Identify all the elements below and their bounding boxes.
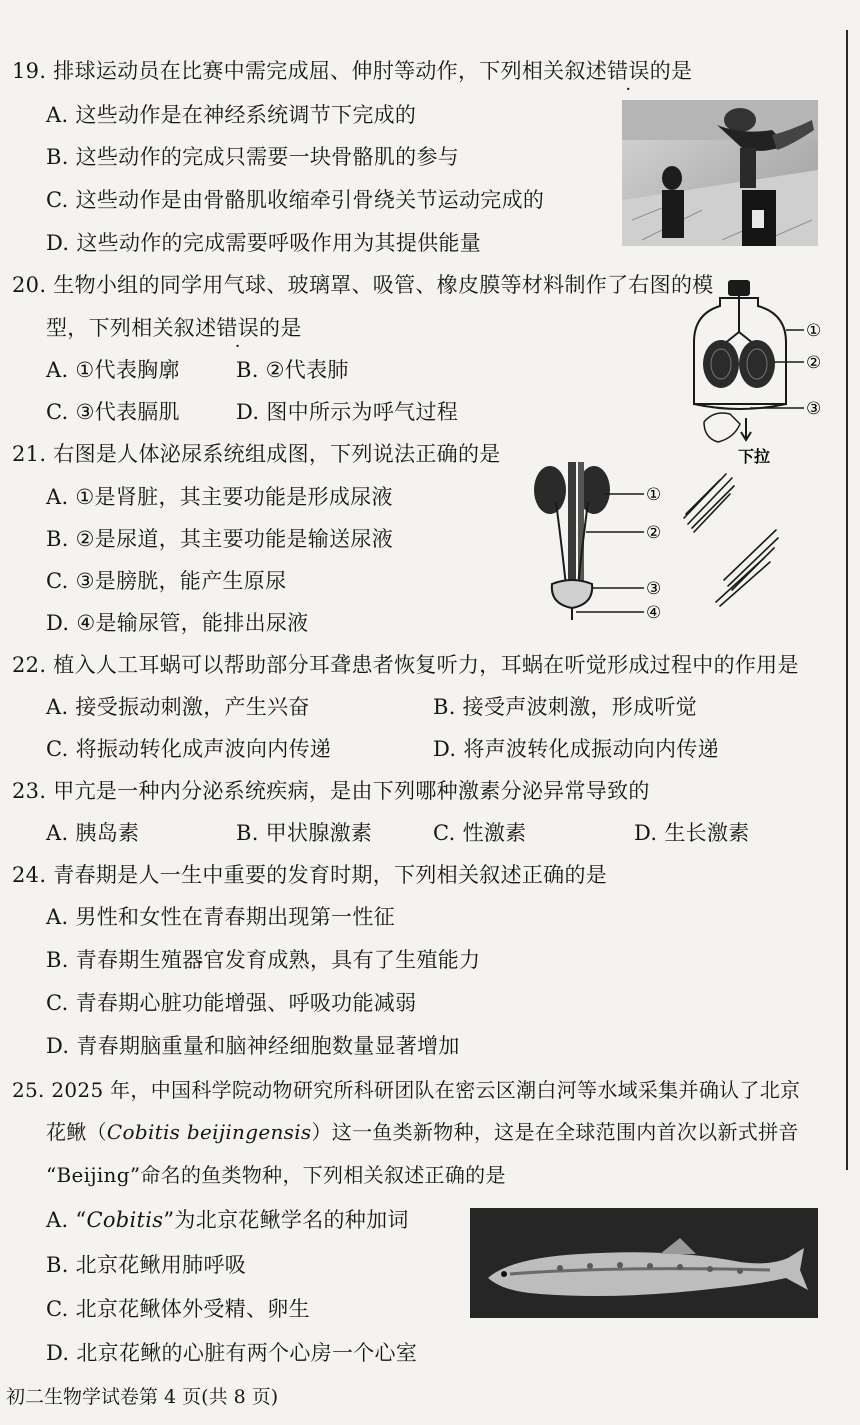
- q24-option-b: B. 青春期生殖器官发育成熟，具有了生殖能力: [46, 948, 481, 972]
- q24-stem: 24. 青春期是人一生中重要的发育时期，下列相关叙述正确的是: [12, 863, 608, 887]
- q19-option-b: B. 这些动作的完成只需要一块骨骼肌的参与: [46, 145, 460, 169]
- urinary-label-4: ④: [646, 603, 662, 623]
- jar-label-1: ①: [806, 321, 822, 341]
- q21-option-a: A. ①是肾脏，其主要功能是形成尿液: [46, 485, 393, 509]
- q19-option-d: D. 这些动作的完成需要呼吸作用为其提供能量: [46, 231, 482, 255]
- q23-stem: 23. 甲亢是一种内分泌系统疾病，是由下列哪种激素分泌异常导致的: [12, 779, 650, 803]
- pencil-scribble-marks: [680, 470, 780, 610]
- q19-emphasis: 错误: [607, 59, 650, 83]
- volleyball-photo: [622, 100, 818, 246]
- q21-option-d: D. ④是输尿管，能排出尿液: [46, 611, 309, 635]
- q25-latin-name: Cobitis beijingensis: [106, 1120, 312, 1144]
- pull-down-label: 下拉: [738, 447, 771, 466]
- q25-option-b: B. 北京花鳅用肺呼吸: [46, 1253, 247, 1277]
- q20-option-b: B. ②代表肺: [236, 358, 349, 382]
- q22-option-d: D. 将声波转化成振动向内传递: [433, 737, 719, 761]
- q22-stem: 22. 植入人工耳蜗可以帮助部分耳聋患者恢复听力，耳蜗在听觉形成过程中的作用是: [12, 653, 799, 677]
- q20-stem-line1: 20. 生物小组的同学用气球、玻璃罩、吸管、橡皮膜等材料制作了右图的模: [12, 273, 714, 297]
- bell-jar-lung-model: [690, 272, 830, 472]
- urinary-label-3: ③: [646, 579, 662, 599]
- q25-option-c: C. 北京花鳅体外受精、卵生: [46, 1297, 310, 1321]
- q22-option-b: B. 接受声波刺激，形成听觉: [433, 695, 697, 719]
- q24-option-a: A. 男性和女性在青春期出现第一性征: [46, 905, 395, 929]
- jar-label-2: ②: [806, 353, 822, 373]
- q19-stem: 19. 排球运动员在比赛中需完成屈、伸肘等动作，下列相关叙述错误的是: [12, 59, 693, 83]
- q22-option-c: C. 将振动转化成声波向内传递: [46, 737, 332, 761]
- q20-emphasis: 错误: [216, 316, 260, 340]
- q23-option-a: A. 胰岛素: [46, 821, 140, 845]
- q25-stem-line2: 花鳅（Cobitis beijingensis）这一鱼类新物种，这是在全球范围内首次以新式拼音: [46, 1120, 799, 1144]
- q21-stem: 21. 右图是人体泌尿系统组成图，下列说法正确的是: [12, 442, 501, 466]
- q20-option-c: C. ③代表膈肌: [46, 400, 180, 424]
- jar-label-3: ③: [806, 399, 822, 419]
- q22-option-a: A. 接受振动刺激，产生兴奋: [46, 695, 310, 719]
- urinary-system-diagram: [522, 458, 672, 628]
- q23-option-d: D. 生长激素: [634, 821, 750, 845]
- page-edge-rule: [846, 30, 848, 1170]
- q24-option-d: D. 青春期脑重量和脑神经细胞数量显著增加: [46, 1034, 460, 1058]
- q25-option-a: A. “Cobitis”为北京花鳅学名的种加词: [46, 1208, 409, 1232]
- q20-option-d: D. 图中所示为呼气过程: [236, 400, 459, 424]
- q20-stem-line2: 型，下列相关叙述错误的是: [46, 316, 302, 340]
- beijing-loach-fish-photo: [470, 1208, 818, 1318]
- q19-option-a: A. 这些动作是在神经系统调节下完成的: [46, 103, 417, 127]
- q24-option-c: C. 青春期心脏功能增强、呼吸功能减弱: [46, 991, 417, 1015]
- q23-option-b: B. 甲状腺激素: [236, 821, 373, 845]
- page-footer: 初二生物学试卷第 4 页(共 8 页): [6, 1386, 279, 1408]
- q25-option-d: D. 北京花鳅的心脏有两个心房一个心室: [46, 1341, 418, 1365]
- q25-stem-line3: “Beijing”命名的鱼类物种，下列相关叙述正确的是: [46, 1163, 506, 1187]
- urinary-label-1: ①: [646, 485, 662, 505]
- q23-option-c: C. 性激素: [433, 821, 527, 845]
- q25-option-a-latin: Cobitis: [86, 1208, 164, 1232]
- q19-option-c: C. 这些动作是由骨骼肌收缩牵引骨绕关节运动完成的: [46, 188, 545, 212]
- q21-option-c: C. ③是膀胱，能产生原尿: [46, 569, 287, 593]
- urinary-label-2: ②: [646, 523, 662, 543]
- q21-option-b: B. ②是尿道，其主要功能是输送尿液: [46, 527, 394, 551]
- q20-option-a: A. ①代表胸廓: [46, 358, 180, 382]
- q25-stem-line1: 25. 2025 年，中国科学院动物研究所科研团队在密云区潮白河等水域采集并确认了北京: [12, 1078, 801, 1102]
